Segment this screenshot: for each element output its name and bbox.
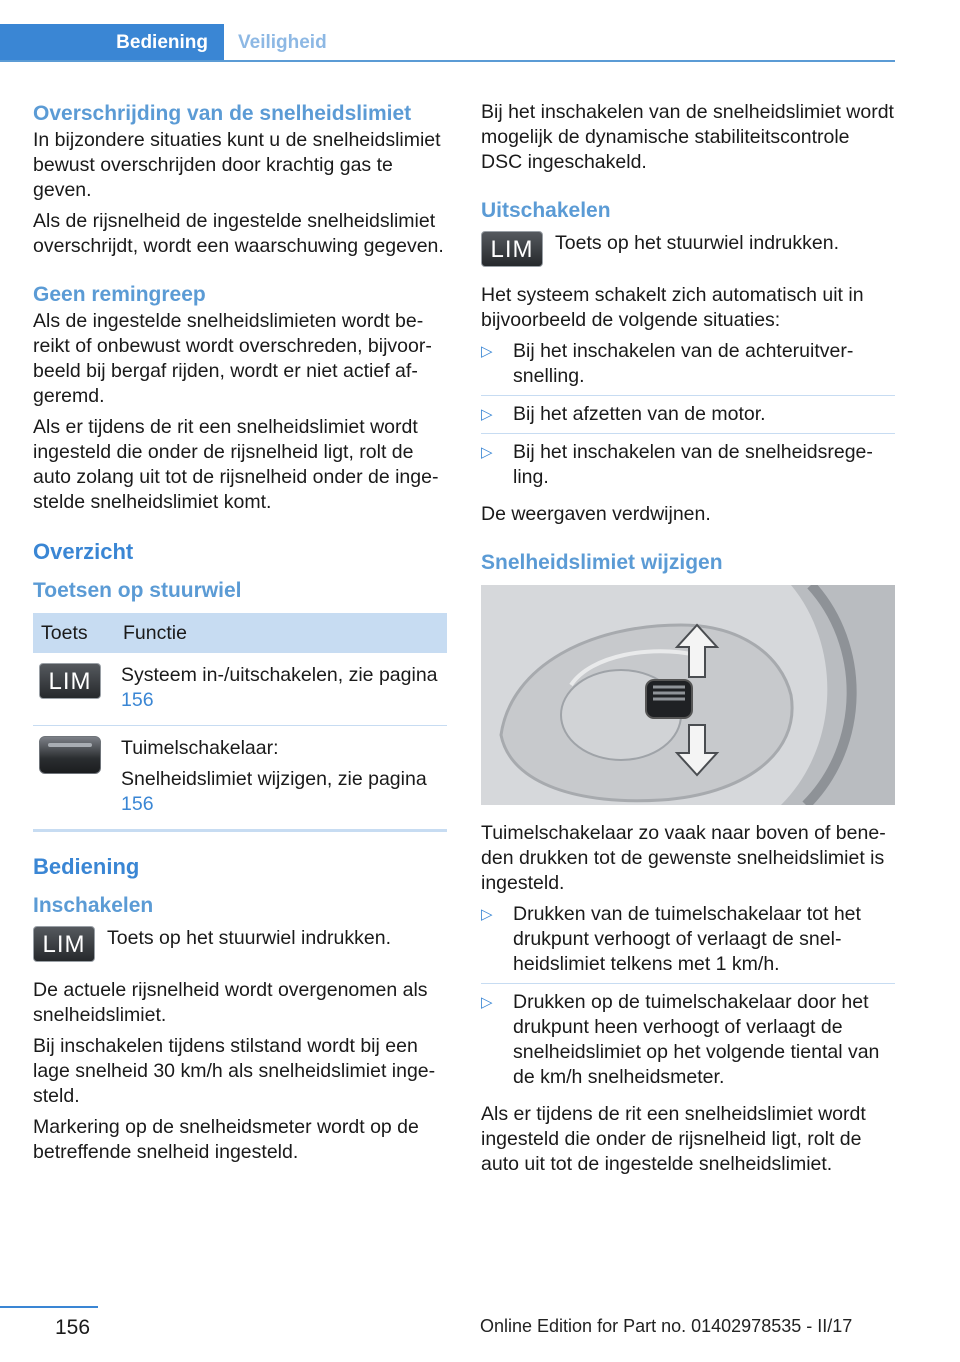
rocker-behavior-list	[481, 902, 895, 1096]
uitschakelen-instruction	[481, 231, 895, 267]
list-item: ▷ Bij het afzetten van de motor.	[481, 402, 895, 434]
list-item: ▷ Drukken op de tuimelschakelaar door het drukpunt heen verhoogt of verlaagt de snelheidslimiet op het volgende tiental van de km/h snelheidsmeter.	[481, 990, 895, 1096]
keys-table	[33, 613, 447, 832]
lim-button-icon: LIM	[481, 231, 543, 267]
right-column	[481, 100, 895, 1183]
tab-veiligheid[interactable]	[238, 24, 327, 62]
heading-geen-remingreep: Geen remingreep	[33, 283, 206, 306]
heading-inschakelen: Inschakelen	[33, 894, 154, 917]
rocker-switch-icon	[39, 736, 101, 774]
paragraph: Als er tijdens de rit een snelheidslimiet wordt ingesteld die onder de rijsnelheid ligt, rolt de auto uit tot de ingestelde snelheidslimiet.	[481, 1103, 866, 1175]
edition-note: Online Edition for Part no. 01402978535 - II/17	[480, 1316, 853, 1336]
list-item: ▷ Bij het inschakelen van de achteruitversnelling.	[481, 339, 895, 396]
paragraph: Bij inschakelen tijdens stilstand wordt bij een lage snelheid 30 km/h als snelheidslimiet ingesteld.	[33, 1035, 436, 1107]
table-cell-text: Snelheidslimiet wijzigen, zie pagina	[121, 768, 427, 790]
table-header-toets: Toets	[33, 613, 115, 653]
lim-button-icon: LIM	[33, 926, 95, 962]
list-item: ▷ Bij het inschakelen van de snelheidsregeling.	[481, 440, 895, 496]
table-row	[33, 653, 447, 726]
chapter-tabs	[0, 24, 895, 62]
page-number: 156	[55, 1316, 91, 1339]
heading-toetsen: Toetsen op stuurwiel	[33, 579, 242, 602]
table-header-functie: Functie	[115, 613, 447, 653]
paragraph: Als er tijdens de rit een snelheidslimiet wordt ingesteld die onder de rijsnelheid ligt, rolt de auto zolang uit tot de rijsnelheid onder de ingestelde snelheidslimiet komt.	[33, 416, 439, 513]
paragraph: Markering op de snelheidsmeter wordt op de betreffende snelheid ingesteld.	[33, 1116, 419, 1163]
steering-wheel-rocker-illustration	[481, 585, 895, 805]
page-link-156[interactable]: 156	[121, 793, 154, 815]
heading-uitschakelen: Uitschakelen	[481, 199, 611, 222]
tab-veiligheid-label: Veiligheid	[238, 32, 327, 53]
table-cell-text: Tuimelschakelaar:	[121, 737, 279, 759]
paragraph: Als de ingestelde snelheidslimieten wordt bereikt of onbewust wordt overschreden, bijvoorbeeld bij bergaf rijden, wordt er niet actief afgeremd.	[33, 310, 432, 407]
list-item: ▷ Drukken van de tuimelschakelaar tot het drukpunt verhoogt of verlaagt de snelheidslimiet telkens met 1 km/h.	[481, 902, 895, 984]
table-cell-text: Systeem in-/uitschakelen, zie pagina	[121, 664, 438, 686]
page-link-156[interactable]: 156	[121, 689, 154, 711]
paragraph: Als de rijsnelheid de ingestelde snelheidslimiet overschrijdt, wordt een waarschuwing gegeven.	[33, 210, 444, 257]
heading-bediening: Bediening	[33, 854, 140, 879]
left-column	[33, 100, 447, 1171]
table-row	[33, 726, 447, 831]
paragraph: De weergaven verdwijnen.	[481, 503, 711, 525]
paragraph: Bij het inschakelen van de snelheidslimiet wordt mogelijk de dynamische stabiliteitscontrole DSC ingeschakeld.	[481, 101, 894, 173]
paragraph: De actuele rijsnelheid wordt overgenomen als snelheidslimiet.	[33, 979, 428, 1026]
instruction-text: Toets op het stuurwiel indrukken.	[107, 927, 391, 949]
paragraph: Tuimelschakelaar zo vaak naar boven of beneden drukken tot de gewenste snelheidslimiet is ingesteld.	[481, 822, 886, 894]
heading-overzicht: Overzicht	[33, 539, 134, 564]
heading-wijzigen: Snelheidslimiet wijzigen	[481, 551, 723, 574]
tab-bediening-label: Bediening	[116, 32, 208, 53]
inschakelen-instruction	[33, 926, 447, 962]
instruction-text: Toets op het stuurwiel indrukken.	[555, 232, 839, 254]
footer-rule	[0, 1306, 98, 1308]
tab-bediening[interactable]	[0, 24, 224, 62]
lim-button-icon: LIM	[39, 663, 101, 699]
paragraph: In bijzondere situaties kunt u de snelheidslimiet bewust overschrijden door krachtig gas te geven.	[33, 129, 441, 201]
heading-overschrijding: Overschrijding van de snelheidslimiet	[33, 102, 412, 125]
paragraph: Het systeem schakelt zich automatisch uit in bijvoorbeeld de volgende situaties:	[481, 284, 864, 331]
header-rule	[0, 60, 895, 62]
situations-list	[481, 339, 895, 496]
